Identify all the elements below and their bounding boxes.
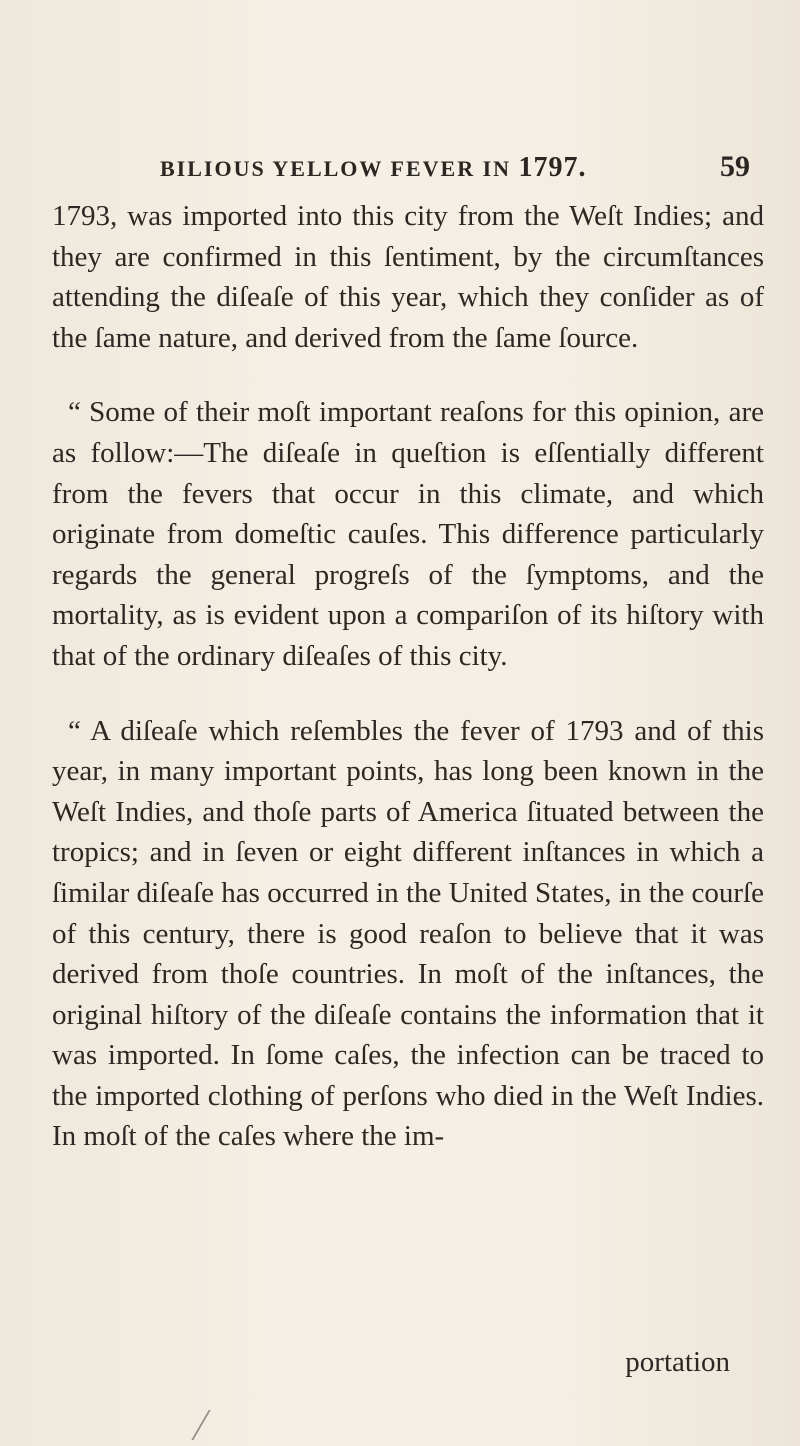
running-head: [160, 152, 587, 184]
body-text: [52, 196, 764, 1157]
paragraph-3: “ A diſeaſe which reſembles the fever of 1793 and of this year, in many important points, has long been known in the Weſt Indies, and thoſe parts of America ſituated between the tropics; and in ſeven or eight different inſtances in which a ſimilar diſeaſe has occurred in the United States, in the courſe of this century, there is good reaſon to believe that it was derived from thoſe countries. In moſt of the inſtances, the original hiſtory of the diſeaſe contains the information that it was imported. In ſome caſes, the infection can be traced to the imported clothing of perſons who died in the Weſt Indies. In moſt of the caſes where the im-: [52, 714, 764, 1153]
paragraph-1: 1793, was imported into this city from the Weſt Indies; and they are confirmed in this ſentiment, by the circumſtances attending the diſeaſe of this year, which they conſider as of the ſame nature, and derived from the ſame ſource.: [52, 200, 764, 354]
paragraph-2: “ Some of their moſt important reaſons for this opinion, are as follow:—The diſeaſe in queſtion is eſſentially different from the fevers that occur in this climate, and which originate from domeſtic cauſes. This difference particularly regards the general progreſs of the ſymptoms, and the mortality, as is evident upon a compariſon of its hiſtory with that of the ordinary diſeaſes of this city.: [52, 396, 764, 672]
page-number: 59: [720, 150, 750, 183]
page-tear-mark: [191, 1410, 220, 1440]
page-header: [160, 150, 750, 190]
running-head-title: BILIOUS YELLOW FEVER IN: [160, 156, 512, 181]
running-head-year: 1797.: [518, 152, 587, 183]
catchword: portation: [625, 1346, 730, 1378]
